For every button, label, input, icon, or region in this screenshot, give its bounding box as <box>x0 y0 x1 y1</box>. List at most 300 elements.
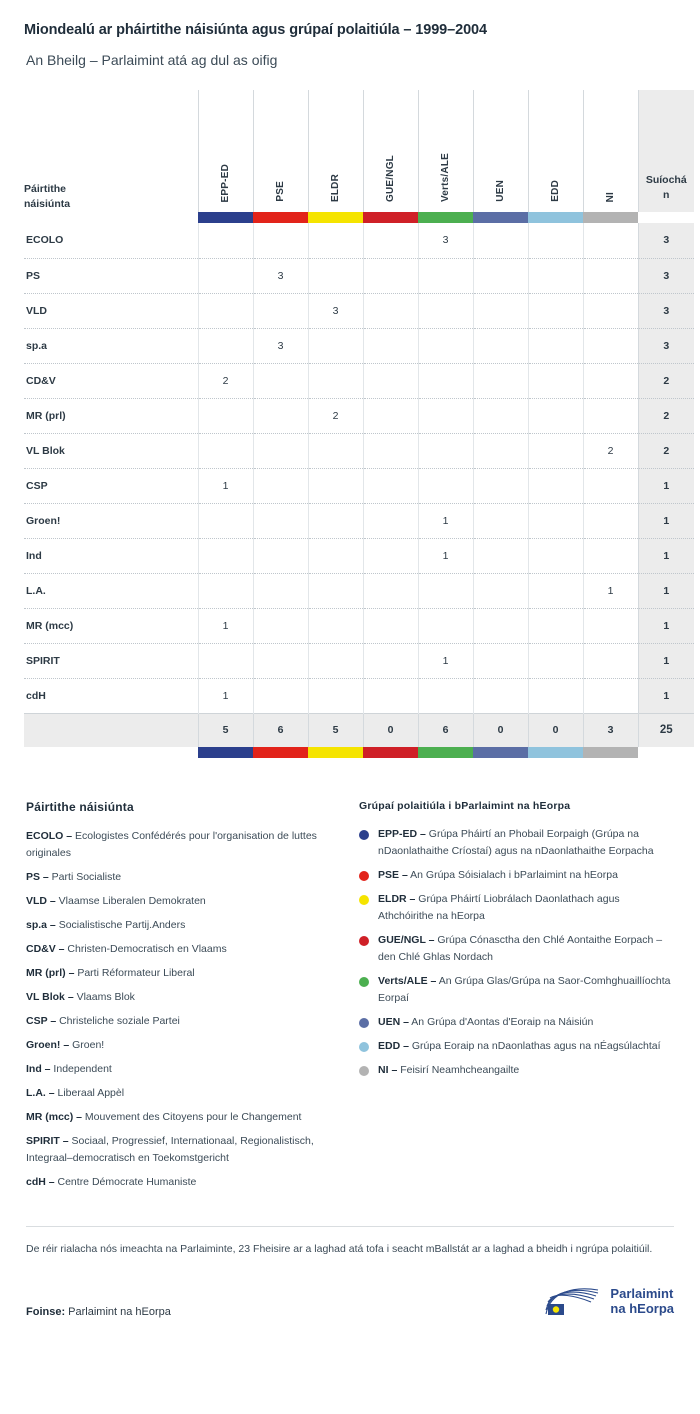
ep-logo-mark-icon <box>544 1284 602 1318</box>
cell-seats <box>528 398 583 433</box>
legend-party-abbr: MR (mcc) – <box>26 1111 83 1123</box>
group-label: Verts/ALE <box>440 152 451 202</box>
legend-group-abbr: PSE – <box>378 869 408 881</box>
cell-seats: 2 <box>308 398 363 433</box>
sum-row-label <box>24 713 198 747</box>
table-body <box>24 223 694 713</box>
logo-line-1: Parlaimint <box>610 1286 674 1301</box>
cell-seats <box>363 398 418 433</box>
total-header-line2: n <box>663 189 670 201</box>
cell-seats <box>528 538 583 573</box>
legend-group-item <box>359 1014 674 1031</box>
cell-seats <box>253 643 308 678</box>
colorbar-5 <box>473 212 528 223</box>
table-row <box>24 608 694 643</box>
legend-group-text-wrap <box>378 1038 661 1055</box>
column-header-group-3 <box>363 90 418 212</box>
row-total: 3 <box>638 258 694 293</box>
cell-seats <box>363 363 418 398</box>
cell-seats <box>363 538 418 573</box>
footbar-7 <box>583 747 638 758</box>
cell-seats <box>363 433 418 468</box>
group-label: PSE <box>275 181 286 202</box>
legend-national-parties <box>26 800 335 1198</box>
group-color-dot-icon <box>359 977 369 987</box>
legend-party-text: Groen! <box>69 1039 105 1051</box>
cell-seats: 3 <box>253 328 308 363</box>
footbar-spacer <box>24 747 198 758</box>
legend-group-desc: Grúpa Pháirtí an Phobail Eorpaigh (Grúpa na nDaonlathaithe Críostaí) agus na nDaonlathaithe Eorpacha <box>378 828 654 857</box>
cell-seats <box>363 643 418 678</box>
sum-2: 5 <box>308 713 363 747</box>
table-row <box>24 503 694 538</box>
row-header-line1: Páirtithe <box>24 183 67 195</box>
cell-seats <box>473 538 528 573</box>
row-header-line2: náisiúnta <box>24 198 71 210</box>
colorbar-0 <box>198 212 253 223</box>
row-total: 1 <box>638 643 694 678</box>
sum-4: 6 <box>418 713 473 747</box>
cell-seats <box>253 678 308 713</box>
cell-seats <box>363 503 418 538</box>
colorbar-total-spacer <box>638 212 694 223</box>
legend-group-item <box>359 826 674 860</box>
column-header-total <box>638 90 694 212</box>
legend-party-text: Mouvement des Citoyens pour le Changement <box>82 1111 302 1123</box>
legend-group-item <box>359 891 674 925</box>
row-total: 3 <box>638 293 694 328</box>
cell-seats <box>528 223 583 258</box>
footbar-5 <box>473 747 528 758</box>
group-color-dot-icon <box>359 936 369 946</box>
table-row <box>24 538 694 573</box>
cell-seats <box>528 293 583 328</box>
cell-seats <box>253 608 308 643</box>
cell-seats <box>473 573 528 608</box>
row-total: 1 <box>638 573 694 608</box>
cell-seats <box>528 678 583 713</box>
legend-party-text: Parti Réformateur Liberal <box>74 967 195 979</box>
cell-seats <box>363 223 418 258</box>
cell-seats <box>198 503 253 538</box>
legend-party-abbr: SPIRIT – <box>26 1135 69 1147</box>
legend-group-item <box>359 932 674 966</box>
legend-party-abbr: VL Blok – <box>26 991 74 1003</box>
legend-party-abbr: MR (prl) – <box>26 967 75 979</box>
group-label: ELDR <box>330 173 341 202</box>
cell-seats <box>198 293 253 328</box>
legend-party-text: Sociaal, Progressief, Internationaal, Regionalistisch, Integraal–democratisch en Toekomstgericht <box>26 1135 314 1164</box>
cell-seats: 1 <box>418 643 473 678</box>
cell-seats <box>473 468 528 503</box>
cell-seats <box>528 608 583 643</box>
cell-seats <box>473 223 528 258</box>
legend-party-item <box>26 1109 335 1126</box>
cell-seats <box>308 608 363 643</box>
cell-seats <box>583 398 638 433</box>
table-row <box>24 398 694 433</box>
page-subtitle: An Bheilg – Parlaimint atá ag dul as oifig <box>26 52 278 68</box>
cell-seats <box>473 258 528 293</box>
legend-party-abbr: ECOLO – <box>26 830 73 842</box>
cell-seats <box>253 538 308 573</box>
cell-seats <box>418 608 473 643</box>
cell-seats <box>253 503 308 538</box>
legend-group-abbr: ELDR – <box>378 893 416 905</box>
legend-group-desc: Grúpa Eoraip na nDaonlathas agus na nÉagsúlachtaí <box>408 1040 661 1052</box>
table-row <box>24 223 694 258</box>
legend-party-text: Socialistische Partij.Anders <box>55 919 186 931</box>
cell-seats <box>473 328 528 363</box>
row-party-label: MR (prl) <box>24 398 198 433</box>
row-total: 3 <box>638 223 694 258</box>
cell-seats <box>583 643 638 678</box>
legend-party-item <box>26 1133 335 1167</box>
legend-party-item <box>26 917 335 934</box>
cell-seats <box>253 223 308 258</box>
cell-seats <box>418 293 473 328</box>
legend-group-desc: An Grúpa d'Aontas d'Eoraip na Náisiún <box>408 1016 594 1028</box>
legend-party-item <box>26 941 335 958</box>
colorbar-2 <box>308 212 363 223</box>
cell-seats <box>583 223 638 258</box>
footbar-0 <box>198 747 253 758</box>
cell-seats <box>308 678 363 713</box>
table-row <box>24 573 694 608</box>
legend-group-text-wrap <box>378 826 674 860</box>
group-color-dot-icon <box>359 830 369 840</box>
legend-national-title: Páirtithe náisiúnta <box>26 800 134 814</box>
legend-party-text: Parti Socialiste <box>48 871 122 883</box>
logo-line-2: na hEorpa <box>610 1301 674 1316</box>
row-party-label: cdH <box>24 678 198 713</box>
cell-seats <box>583 678 638 713</box>
legend-group-text-wrap <box>378 973 674 1007</box>
cell-seats <box>528 643 583 678</box>
cell-seats <box>583 538 638 573</box>
legend-party-abbr: PS – <box>26 871 49 883</box>
cell-seats <box>363 293 418 328</box>
cell-seats <box>198 573 253 608</box>
legend-groups-title: Grúpaí polaitiúla i bParlaimint na hEorpa <box>359 800 571 812</box>
legend-group-abbr: NI – <box>378 1064 398 1076</box>
cell-seats <box>473 503 528 538</box>
sum-5: 0 <box>473 713 528 747</box>
group-label: EPP-ED <box>220 163 231 202</box>
group-color-bar-top <box>24 212 694 223</box>
row-party-label: CD&V <box>24 363 198 398</box>
group-color-dot-icon <box>359 895 369 905</box>
legend-party-abbr: CD&V – <box>26 943 65 955</box>
column-header-group-1 <box>253 90 308 212</box>
cell-seats <box>583 503 638 538</box>
cell-seats <box>253 293 308 328</box>
column-header-group-2 <box>308 90 363 212</box>
legend-party-item <box>26 893 335 910</box>
column-header-group-6 <box>528 90 583 212</box>
cell-seats <box>198 398 253 433</box>
group-label: UEN <box>495 180 506 202</box>
legend-party-abbr: VLD – <box>26 895 56 907</box>
legend-party-item <box>26 828 335 862</box>
legend-party-text: Liberaal Appèl <box>54 1087 125 1099</box>
sum-1: 6 <box>253 713 308 747</box>
group-label: NI <box>605 191 616 202</box>
row-party-label: SPIRIT <box>24 643 198 678</box>
cell-seats <box>528 328 583 363</box>
footnote: De réir rialacha nós imeachta na Parlaiminte, 23 Fheisire ar a laghad atá tofa i seacht mBallstát ar a laghad a bheidh i ngrúpa polaitiúil. <box>26 1243 653 1255</box>
cell-seats <box>583 258 638 293</box>
cell-seats <box>308 573 363 608</box>
cell-seats <box>473 643 528 678</box>
cell-seats <box>583 293 638 328</box>
colorbar-3 <box>363 212 418 223</box>
legend-group-text-wrap <box>378 932 674 966</box>
table-row <box>24 363 694 398</box>
legend-group-desc: Feisirí Neamhcheangailte <box>397 1064 520 1076</box>
colorbar-1 <box>253 212 308 223</box>
colorbar-spacer <box>24 212 198 223</box>
cell-seats <box>308 433 363 468</box>
legend-group-text-wrap <box>378 867 618 884</box>
cell-seats: 1 <box>583 573 638 608</box>
column-header-group-4 <box>418 90 473 212</box>
legend-political-groups <box>359 800 674 1198</box>
legend-party-abbr: cdH – <box>26 1176 55 1188</box>
footbar-4 <box>418 747 473 758</box>
table-row <box>24 293 694 328</box>
table-header-row <box>24 90 694 212</box>
cell-seats <box>418 433 473 468</box>
source-line <box>26 1306 171 1318</box>
table-row <box>24 258 694 293</box>
legend-party-item <box>26 1061 335 1078</box>
cell-seats <box>473 293 528 328</box>
group-color-dot-icon <box>359 1066 369 1076</box>
sum-7: 3 <box>583 713 638 747</box>
cell-seats <box>253 573 308 608</box>
cell-seats <box>198 328 253 363</box>
legend-group-text-wrap <box>378 1014 593 1031</box>
cell-seats <box>473 363 528 398</box>
cell-seats <box>308 328 363 363</box>
cell-seats: 1 <box>198 608 253 643</box>
cell-seats <box>418 398 473 433</box>
row-total: 1 <box>638 538 694 573</box>
cell-seats <box>308 503 363 538</box>
legend-party-text: Vlaams Blok <box>73 991 135 1003</box>
row-total: 2 <box>638 398 694 433</box>
cell-seats <box>528 573 583 608</box>
footbar-3 <box>363 747 418 758</box>
sum-3: 0 <box>363 713 418 747</box>
cell-seats <box>308 538 363 573</box>
cell-seats <box>253 468 308 503</box>
cell-seats <box>253 363 308 398</box>
table-row <box>24 328 694 363</box>
legend-party-item <box>26 1085 335 1102</box>
row-party-label: Ind <box>24 538 198 573</box>
legend-group-abbr: EDD – <box>378 1040 409 1052</box>
cell-seats <box>473 608 528 643</box>
legend-party-text: Vlaamse Liberalen Demokraten <box>55 895 206 907</box>
cell-seats <box>418 573 473 608</box>
cell-seats <box>198 258 253 293</box>
legend-party-item <box>26 869 335 886</box>
legend-party-abbr: L.A. – <box>26 1087 55 1099</box>
page-title: Miondealú ar pháirtithe náisiúnta agus grúpaí polaitiúla – 1999–2004 <box>24 22 487 38</box>
cell-seats <box>418 678 473 713</box>
row-party-label: sp.a <box>24 328 198 363</box>
table-row <box>24 678 694 713</box>
footbar-total-spacer <box>638 747 694 758</box>
cell-seats <box>363 258 418 293</box>
cell-seats <box>528 468 583 503</box>
legend-group-item <box>359 1038 674 1055</box>
cell-seats <box>363 678 418 713</box>
legend-party-abbr: CSP – <box>26 1015 57 1027</box>
cell-seats <box>198 538 253 573</box>
cell-seats <box>418 328 473 363</box>
cell-seats <box>198 643 253 678</box>
legend-party-abbr: sp.a – <box>26 919 56 931</box>
cell-seats <box>253 398 308 433</box>
sum-0: 5 <box>198 713 253 747</box>
row-party-label: VL Blok <box>24 433 198 468</box>
total-header-line1: Suíochá <box>645 174 687 186</box>
cell-seats <box>418 363 473 398</box>
cell-seats <box>473 433 528 468</box>
row-party-label: MR (mcc) <box>24 608 198 643</box>
legend-group-abbr: GUE/NGL – <box>378 934 435 946</box>
row-party-label: Groen! <box>24 503 198 538</box>
cell-seats: 3 <box>253 258 308 293</box>
row-header-cell <box>24 90 198 212</box>
legend-party-item <box>26 1037 335 1054</box>
footbar-2 <box>308 747 363 758</box>
group-color-dot-icon <box>359 871 369 881</box>
footer <box>24 1284 676 1334</box>
group-color-dot-icon <box>359 1018 369 1028</box>
legend-party-item <box>26 965 335 982</box>
legend-group-text-wrap <box>378 891 674 925</box>
cell-seats: 2 <box>198 363 253 398</box>
table-row <box>24 468 694 503</box>
cell-seats: 2 <box>583 433 638 468</box>
group-label: GUE/NGL <box>385 155 396 202</box>
group-color-dot-icon <box>359 1042 369 1052</box>
legend-group-desc: Grúpa Pháirtí Liobrálach Daonlathach agus Athchóirithe na hEorpa <box>378 893 620 922</box>
legend-group-abbr: UEN – <box>378 1016 409 1028</box>
legend-party-item <box>26 1174 335 1191</box>
legend-party-text: Christen-Democratisch en Vlaams <box>64 943 227 955</box>
cell-seats <box>473 678 528 713</box>
legend-group-text-wrap <box>378 1062 519 1079</box>
row-total: 3 <box>638 328 694 363</box>
legend-national-list <box>26 828 335 1191</box>
grand-total: 25 <box>638 713 694 747</box>
table-row <box>24 433 694 468</box>
column-header-group-5 <box>473 90 528 212</box>
colorbar-6 <box>528 212 583 223</box>
legend-party-abbr: Groen! – <box>26 1039 70 1051</box>
footbar-6 <box>528 747 583 758</box>
cell-seats <box>308 363 363 398</box>
cell-seats <box>308 643 363 678</box>
group-color-bar-bottom <box>24 747 694 758</box>
legend-party-text: Independent <box>50 1063 112 1075</box>
row-total: 2 <box>638 433 694 468</box>
cell-seats: 1 <box>418 538 473 573</box>
ep-logo <box>544 1284 674 1318</box>
divider-top <box>26 1226 674 1227</box>
cell-seats: 1 <box>198 468 253 503</box>
cell-seats <box>363 608 418 643</box>
cell-seats <box>418 258 473 293</box>
table-sum-row <box>24 713 694 747</box>
table-row <box>24 643 694 678</box>
cell-seats <box>363 468 418 503</box>
cell-seats <box>528 258 583 293</box>
row-party-label: VLD <box>24 293 198 328</box>
source-label: Foinse: <box>26 1306 66 1318</box>
legend-group-desc: An Grúpa Glas/Grúpa na Saor-Comhghuaillíochta Eorpaí <box>378 975 671 1004</box>
group-label: EDD <box>550 180 561 202</box>
legend-party-abbr: Ind – <box>26 1063 51 1075</box>
legend-group-item <box>359 1062 674 1079</box>
cell-seats: 1 <box>198 678 253 713</box>
cell-seats <box>583 363 638 398</box>
row-party-label: PS <box>24 258 198 293</box>
legend-group-desc: An Grúpa Sóisialach i bParlaimint na hEorpa <box>407 869 618 881</box>
cell-seats: 1 <box>418 503 473 538</box>
row-total: 1 <box>638 678 694 713</box>
colorbar-4 <box>418 212 473 223</box>
cell-seats <box>528 503 583 538</box>
cell-seats <box>308 223 363 258</box>
legend-party-item <box>26 989 335 1006</box>
row-party-label: L.A. <box>24 573 198 608</box>
row-party-label: CSP <box>24 468 198 503</box>
legend-party-text: Christeliche soziale Partei <box>56 1015 180 1027</box>
legend-party-item <box>26 1013 335 1030</box>
legend-groups-list <box>359 826 674 1079</box>
cell-seats <box>363 328 418 363</box>
cell-seats: 3 <box>308 293 363 328</box>
cell-seats <box>253 433 308 468</box>
cell-seats <box>528 433 583 468</box>
cell-seats <box>308 258 363 293</box>
cell-seats <box>363 573 418 608</box>
cell-seats <box>198 223 253 258</box>
legend-party-text: Ecologistes Confédérés pour l'organisation de luttes originales <box>26 830 317 859</box>
legend-group-item <box>359 867 674 884</box>
legend-group-desc: Grúpa Cónasctha den Chlé Aontaithe Eorpach – den Chlé Ghlas Nordach <box>378 934 663 963</box>
cell-seats <box>308 468 363 503</box>
row-total: 1 <box>638 503 694 538</box>
legend-group-abbr: EPP-ED – <box>378 828 426 840</box>
legend-group-item <box>359 973 674 1007</box>
row-total: 1 <box>638 608 694 643</box>
row-party-label: ECOLO <box>24 223 198 258</box>
legend-section <box>24 800 676 1198</box>
cell-seats <box>583 468 638 503</box>
cell-seats <box>418 468 473 503</box>
legend-party-text: Centre Démocrate Humaniste <box>54 1176 197 1188</box>
cell-seats <box>198 433 253 468</box>
row-total: 1 <box>638 468 694 503</box>
cell-seats: 3 <box>418 223 473 258</box>
